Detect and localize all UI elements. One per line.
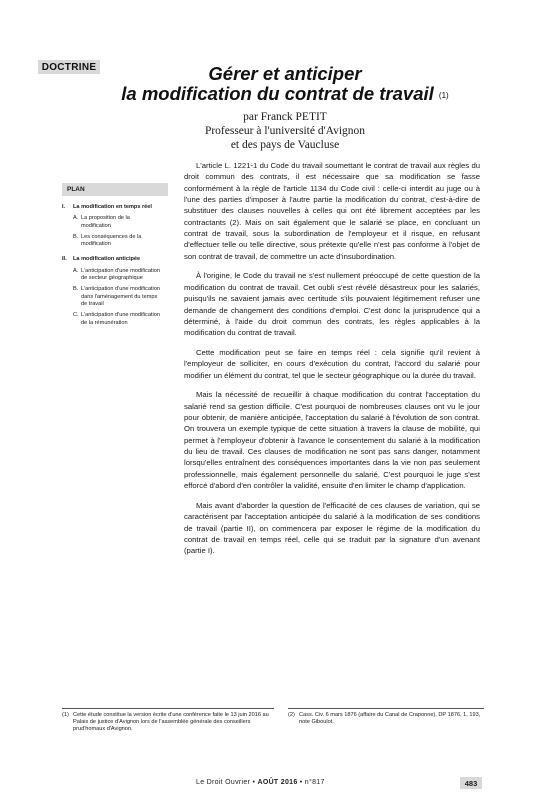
title-note-ref: (1) [438,91,449,100]
title-line-1: Gérer et anticiper [208,63,362,84]
footnote-rule [288,708,484,709]
plan-item-number: B. [73,233,79,240]
body-paragraph: Mais avant d'aborder la question de l'efficacité de ces clauses de variation, qui se caractérisent par l'acceptation anticipée du salarié à la modification de ses conditions de travail (partie II), on commencera par exposer le régime de la modification du contrat de travail en temps réel, celle qui se traduit par la signature d'un avenant (partie I). [184,500,480,556]
plan-outline [62,183,172,331]
author-role-2: et des pays de Vaucluse [230,139,340,151]
journal-name: Le Droit Ouvrier [196,779,251,786]
plan-item [62,234,161,249]
plan-section-label: La modification en temps réel [73,204,152,210]
article-title [100,64,470,106]
section-tag: DOCTRINE [38,60,100,74]
page-footer [196,779,325,786]
plan-item-number: B. [73,286,79,293]
plan-item-number: A. [73,215,79,222]
plan-heading: PLAN [62,183,168,196]
plan-item-number: A. [73,267,79,274]
footer-bullet: • [252,779,256,786]
footnote [62,712,274,734]
body-paragraph: À l'origine, le Code du travail ne s'est nullement préoccupé de cette question de la modification du contrat de travail. Cet oubli s'est révélé désastreux pour les salariés, puisqu'ils ne savaient jamais avec certitude s'ils pouvaient légitimement refuser une demande de changement des conditions d'emploi. C'est donc la jurisprudence qui a déterminé, à l'aide du droit commun des contrats, les règles applicables à la modification du contrat de travail. [184,271,480,338]
author-byline: par Franck PETIT [243,111,327,123]
plan-item [62,268,161,283]
footnote-text: Cette étude constitue la version écrite d'une conférence faite le 13 juin 2016 au Palais de justice d'Avignon lors de l'assemblée générale des conseillers prud'homaux d'Avignon. [73,712,269,733]
plan-section-number: II. [62,256,67,263]
body-paragraph: Mais la nécessité de recueillir à chaque modification du contrat l'acceptation du salarié rend sa gestion difficile. C'est pourquoi de nombreuses clauses ont vu le jour pour obtenir, de manière anticipée, l'acceptation du salarié à l'évolution de son contrat. On trouvera un exemple typique de cette situation à travers la clause de mobilité, qui permet à l'employeur d'obtenir à l'avance le consentement du salarié à la modification du lieu de travail. Ces clauses de modification ne sont pas sans danger, notamment lorsqu'elles entraînent des conséquences importantes dans la vie non pas seulement professionnelle, mais également personnelle du salarié. C'est pourquoi le juge s'est efforcé d'abord d'en contrôler la validité, ensuite d'en limiter le champ d'application. [184,390,480,491]
plan-item-label: La proposition de la modification [81,215,130,229]
plan-item-label: L'anticipation d'une modification de secteur géographique [81,267,160,282]
plan-section [62,204,172,211]
plan-item [62,286,161,308]
plan-section-number: I. [62,204,66,210]
plan-item-label: L'anticipation d'une modification dans l'aménagement du temps de travail [81,286,160,307]
author-role: Professeur à l'université d'Avignon [204,125,366,137]
issue-date: AOÛT 2016 [257,779,298,786]
plan-item [62,215,161,230]
plan-item [62,312,161,327]
footnote-rule [62,708,274,709]
title-line-2: la modification du contrat de travail [121,83,434,104]
plan-item-label: Les conséquences de la modification [81,233,142,248]
footnote-text: Cass. Civ. 6 mars 1876 (affaire du Canal de Craponne), DP 1876, 1, 193, note Giboulot. [299,712,481,726]
issue-number: n°817 [304,779,325,786]
author-info [100,110,470,152]
footnote-number: (1) [62,712,69,718]
plan-item-number: C. [73,312,79,319]
article-body [184,160,480,565]
footnote-number: (2) [288,712,295,718]
plan-item-label: L'anticipation d'une modification de la rémunération [81,312,160,326]
footnote [288,712,484,726]
footer-bullet: • [299,779,303,786]
title-block [100,64,470,152]
plan-section-label: La modification anticipée [73,256,141,263]
body-paragraph: L'article L. 1221-1 du Code du travail soumettant le contrat de travail aux règles du droit commun des contrats, il est nécessaire que sa modification se fasse conformément à la règle de l'article 1134 du Code civil : celle-ci interdit au juge ou à l'une des parties d'imposer à l'autre partie la modification du contrat, c'est-à-dire de substituer des clauses nouvelles à celles qui ont été librement acceptées par les contractants (2). Mais on sait également que le salarié se place, en concluant un contrat de travail, sous la subordination de l'employeur et il risque, en refusant d'effectuer telle ou telle directive, sous prétexte qu'elle n'est pas conforme à l'objet de son contrat de travail, de commettre un acte d'insubordination. [184,161,480,261]
body-paragraph: Cette modification peut se faire en temps réel : cela signifie qu'il revient à l'employeur de solliciter, en cours d'exécution du contrat, l'accord du salarié pour modifier un élément du contrat, tel que le secteur géographique ou la durée du travail. [184,347,480,380]
page-number: 483 [460,777,482,789]
plan-section [62,256,172,263]
